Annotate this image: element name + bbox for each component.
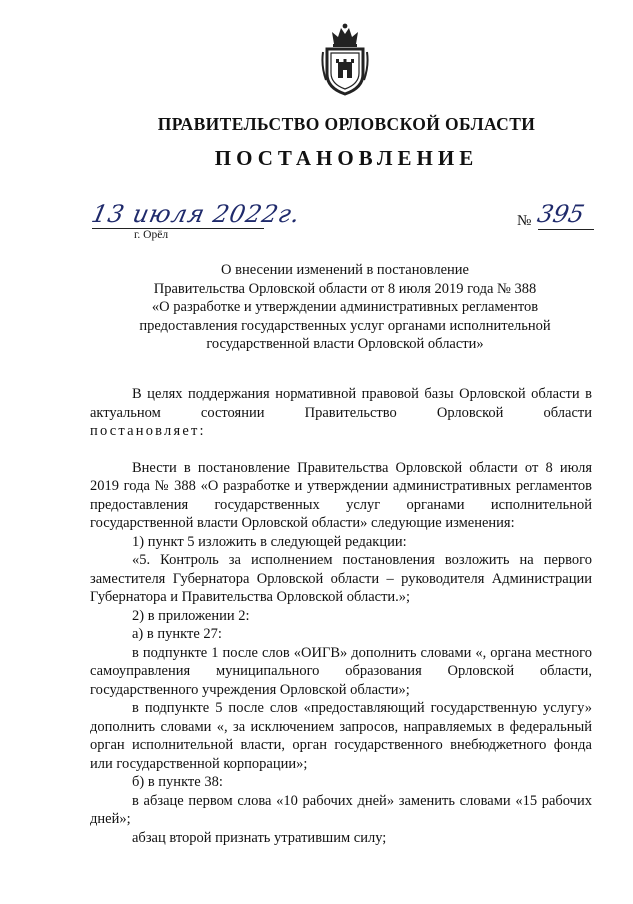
title-line: «О разработке и утверждении административных регламентов: [151, 299, 539, 315]
number-underline: [538, 229, 594, 230]
item-2b: б) в пункте 38:: [132, 774, 223, 790]
preamble-resolves: постановляет:: [90, 423, 206, 439]
number-label: №: [517, 213, 532, 229]
organization-name: ПРАВИТЕЛЬСТВО ОРЛОВСКОЙ ОБЛАСТИ: [157, 114, 536, 134]
item-2a: а) в пункте 27:: [132, 626, 222, 642]
city-label: г. Орёл: [134, 229, 169, 241]
title-line: предоставления государственных услуг органами исполнительной: [139, 317, 551, 334]
item-2b-paragraph-1: в абзаце первом слова «10 рабочих дней» заменить словами «15 рабочих дней»;: [90, 792, 592, 827]
title-line: государственной власти Орловской области»: [206, 336, 484, 352]
document-body: [90, 385, 592, 847]
intro-paragraph: Внести в постановление Правительства Орловской области от 8 июля 2019 года № 388 «О разработке и утверждении административных регламентов предоставления государственных услуг органами исполнительной государственной власти Орловской области» следующие изменения:: [90, 459, 592, 531]
handwritten-date: 13 июля 2022г.: [89, 200, 304, 228]
document-type: ПОСТАНОВЛЕНИЕ: [214, 146, 479, 170]
item-2b-paragraph-2: абзац второй признать утратившим силу;: [132, 829, 387, 846]
title-line: Правительства Орловской области от 8 июля 2019 года № 388: [153, 280, 537, 297]
item-2a-subpoint-1: в подпункте 1 после слов «ОИГВ» дополнить словами «, органа местного самоуправления муниципального образования Орловской области, государственного учреждения Орловской области»;: [90, 644, 592, 698]
item-1: 1) пункт 5 изложить в следующей редакции:: [132, 533, 407, 550]
document-title: [90, 261, 600, 354]
preamble-paragraph: В целях поддержания нормативной правовой базы Орловской области в актуальном состоянии Правительство Орловской области: [90, 386, 592, 421]
orel-coat-of-arms-icon: [320, 22, 370, 96]
date-underline: [92, 228, 264, 229]
item-2a-subpoint-5: в подпункте 5 после слов «предоставляющий государственную услугу» дополнить словами «, за исключением запросов, направляемых в федеральный орган исполнительной власти, орган государственного внебюджетного фонда или государственной корпорации»;: [90, 700, 592, 772]
item-1-text: «5. Контроль за исполнением постановления возложить на первого заместителя Губернатора Орловской области – руководителя Администрации Губернатора и Правительства Орловской области.»;: [90, 552, 592, 605]
item-2: 2) в приложении 2:: [132, 607, 250, 624]
handwritten-number: 395: [535, 200, 587, 228]
paragraph-gap: [90, 441, 592, 459]
title-line: О внесении изменений в постановление: [221, 262, 469, 278]
